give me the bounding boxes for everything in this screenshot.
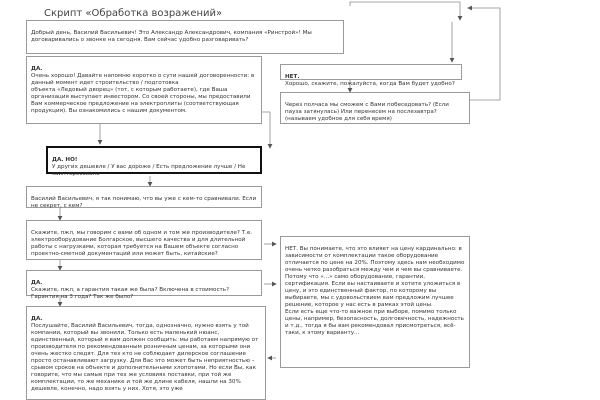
no-inconvenient-text: Хорошо, скажите, пожалуйста, когда Вам будет удобно? [285, 81, 455, 87]
yes-intro-text: Очень хорошо! Давайте напомню коротко о сути нашей договоренности: в данный момент идет строительство / подготовка объекта «Ледовый дворец» (тот, с которым работаете), где Ваша организация выступает инвестором. Со своей стороны, мы предоставили Вам коммерческое предложение на электроплиты (соответствующая продукция). Вы ознакомились с нашим документом. [31, 73, 255, 114]
long-answer-lead: ДА. [31, 316, 43, 322]
connector-loop-back [468, 8, 500, 100]
yes-but-box [46, 146, 262, 177]
greeting-box [26, 20, 344, 54]
long-answer-box [26, 306, 266, 400]
warranty-question-box [26, 270, 262, 300]
warranty-text: Скажите, пжл, а гарантия такая же была? Включена в стоимость? Гарантия на 3 года? Так же было? [31, 287, 230, 300]
greeting-text: Добрый день, Василий Васильевич! Это Александр Александрович, компания «Ринстрой»! Мы договаривались о звонке на сегодня. Вам сейчас удобно разговаривать? [31, 30, 312, 43]
compare-question-box [26, 220, 262, 260]
yes-intro-lead: ДА. [31, 66, 43, 72]
no-inconvenient-box [280, 64, 462, 87]
cheaper-question-box [26, 186, 262, 208]
no-price-box [280, 236, 470, 368]
compare-question-text: Скажите, пжл, мы говорим с вами об одном и том же производителе? Т.е. электрооборудование Болгарское, высшего качества и для длительной работы с нагрузками, которая требуется на Вашем объекте согласно проектно-сметной документаций или может быть, китайские? [31, 230, 253, 257]
long-answer-text: Послушайте, Василий Васильевич, тогда, однозначно, нужно взять у той компании, который вы звонили. Только есть маленький нюанс, единственный, который я вам должен сообщить: мы работаем напрямую от производителя по рекомендованным розничным ценам, за которыми они очень жестко следят. Для тех кто не соблюдает дилерское соглашение просто останавливают загрузку. Для Вас это может быть неприятностью – срывом сроков на объекте и дополнительными хлопотами. Но если Вы, как говорите, что мы самые при тех же условиях поставки, при той же комплектации, то же механике и той же длине кабеля, нашли на 30% дешевле, конечно, надо взять у них. Хотя, это уже [31, 323, 259, 392]
yes-intro-box [26, 56, 262, 124]
no-price-text: НЕТ. Вы понимаете, что это влияет на цену кардинально: в зависимости от комплектации такое оборудование отличается по цене на 20%. Поэтому здесь нам необходимо очень четко разобраться между чем и чем вы сравниваете. Потому что «...» само оборудование, гарантии, сертификация. Если вы настаиваете и хотите уложиться в цену, и это единственный фактор, по которому вы выбираете, мы с удовольствием вам предложим лучшее решение, которое у нас есть в рамках этой цены. Если есть еще что-то важное при выборе, помимо только цены, например, безопасность, долговечность, надежность и т.д., тогда я бы вам рекомендовал присмотреться, всё-таки, к этому варианту... [285, 246, 465, 336]
reschedule-text: Через полчаса мы сможем с Вами побеседовать? (Если пауза затянулась) Или перенесем на послезавтра? (называем удобное для себя время) [285, 102, 449, 122]
yes-but-text: У других дешевле / У вас дороже / Есть предложение лучше / Не заинтересовало [52, 164, 246, 177]
warranty-lead: ДА. [31, 280, 43, 286]
diagram-title: Скрипт «Обработка возражений» [44, 8, 223, 19]
yes-but-lead: ДА. НО! [52, 157, 78, 163]
connector-top-loop [350, 2, 460, 20]
reschedule-box [280, 92, 470, 124]
cheaper-question-text: Василий Васильевич, я так понимаю, что вы уже с кем-то сравнивали. Если не секрет, с кем? [31, 196, 257, 209]
no-inconvenient-lead: НЕТ. [285, 74, 300, 80]
